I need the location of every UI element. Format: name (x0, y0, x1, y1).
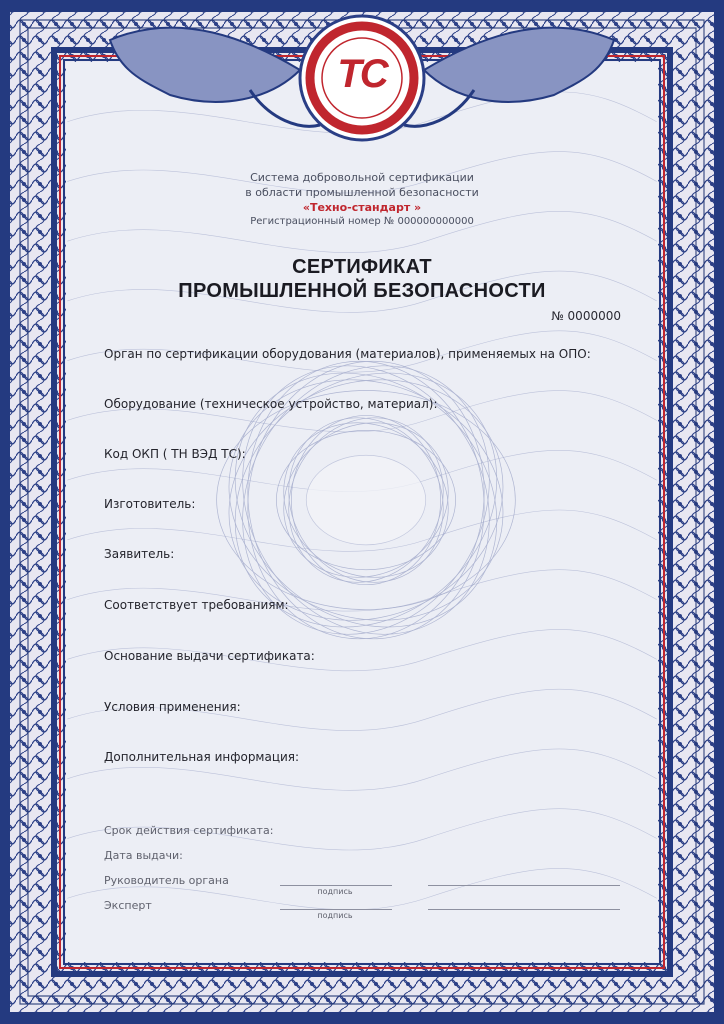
head-name-line (428, 885, 620, 886)
head-signature-line (280, 885, 392, 886)
expert-signature-caption: подпись (317, 911, 353, 920)
field-okp-code: Код ОКП ( ТН ВЭД ТС): (104, 447, 246, 461)
field-certification-body: Орган по сертификации оборудования (материалов), применяемых на ОПО: (104, 347, 591, 361)
field-applicant: Заявитель: (104, 547, 175, 561)
certificate-number: № 0000000 (551, 309, 621, 323)
certificate-subtitle: ПРОМЫШЛЕННОЙ БЕЗОПАСНОСТИ (178, 280, 546, 302)
field-requirements: Соответствует требованиям: (104, 598, 289, 612)
header-line-area: в области промышленной безопасности (245, 186, 479, 199)
validity-label: Срок действия сертификата: (104, 824, 274, 837)
expert-name-line (428, 909, 620, 910)
header-line-brand: «Техно-стандарт » (302, 201, 422, 214)
field-conditions: Условия применения: (104, 700, 241, 714)
header-line-registration: Регистрационный номер № 000000000000 (250, 216, 474, 227)
expert-label: Эксперт (104, 899, 152, 912)
field-equipment: Оборудование (техническое устройство, материал): (104, 397, 438, 411)
field-basis: Основание выдачи сертификата: (104, 649, 315, 663)
header-line-system: Система добровольной сертификации (250, 171, 474, 184)
expert-signature-line (280, 909, 392, 910)
issue-date-label: Дата выдачи: (104, 849, 183, 862)
field-additional-info: Дополнительная информация: (104, 750, 300, 764)
logo-text: TC (337, 52, 387, 96)
head-signature-caption: подпись (317, 887, 353, 896)
certificate-title: СЕРТИФИКАТ (292, 256, 432, 278)
head-label: Руководитель органа (104, 874, 229, 887)
field-manufacturer: Изготовитель: (104, 497, 196, 511)
